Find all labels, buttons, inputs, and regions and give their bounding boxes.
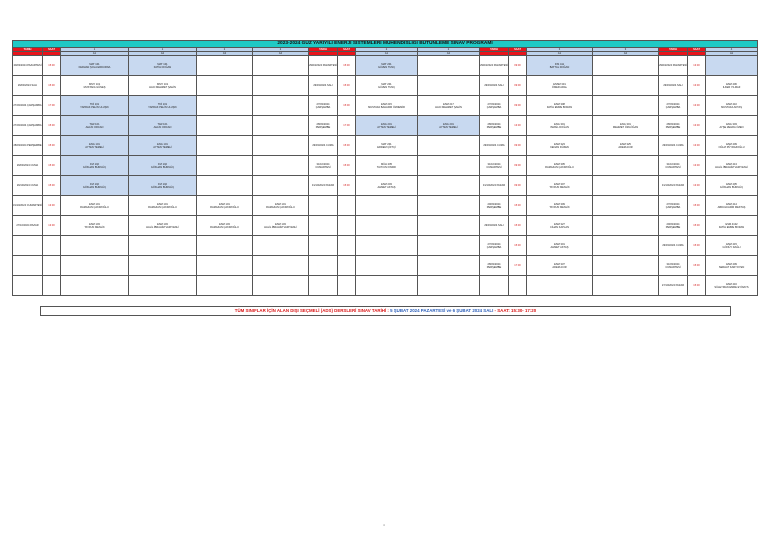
course-cell: ENG 301 MEHMET ÖZGÖĞAN	[593, 116, 659, 136]
exam-date: 27/03/2024 ÇARŞAMBA	[480, 236, 509, 256]
course-cell	[418, 56, 480, 76]
exam-time: 13:30	[688, 76, 706, 96]
note-dates: 5 ŞUBAT 2024 PAZARTESİ ve 6 ŞUBAT 2024 SALI	[390, 308, 494, 313]
course-cell: ESM 337 ADEM ACIR	[527, 256, 593, 276]
exam-date: 27/03/2024 ÇARŞAMBA	[309, 96, 338, 116]
course-cell: KIMY 101 MUSTAFA GÜNEŞ	[61, 76, 129, 96]
course-cell	[706, 56, 758, 76]
exam-time: 15:30	[43, 116, 61, 136]
exam-time	[338, 256, 356, 276]
course-cell	[356, 216, 418, 236]
exam-date: 27/03/2024 ÇARŞAMBA	[480, 96, 509, 116]
exam-date: 29/03/2024 CUMA	[13, 156, 43, 176]
exam-time: 09:00	[509, 96, 527, 116]
course-cell: ESM 101 RAMAZAN ÇAKIROĞLU	[253, 196, 309, 216]
course-cell	[593, 96, 659, 116]
course-cell	[593, 196, 659, 216]
course-cell: MAT 201 ERDEM ÇİFTÇİ	[356, 136, 418, 156]
year-header: 3	[527, 48, 593, 52]
exam-date	[309, 256, 338, 276]
course-cell	[593, 176, 659, 196]
exam-date: 29/03/2024 SALI	[13, 76, 43, 96]
course-cell: TAR 101 AHLİN ORCAN	[61, 116, 129, 136]
schedule-row	[13, 236, 758, 256]
exam-time	[338, 196, 356, 216]
schedule-row	[13, 136, 758, 156]
exam-date: 29/03/2024 SALI	[480, 216, 509, 236]
exam-date: 31/03/2024 CUMARTESİ	[659, 256, 688, 276]
course-cell	[197, 136, 253, 156]
course-cell	[418, 196, 480, 216]
course-cell	[593, 216, 659, 236]
course-cell: ESM 103 HALİL İBRAHİM VARIYENLİ	[253, 216, 309, 236]
year-header: 2	[253, 48, 309, 52]
date-header: TARİH	[659, 48, 688, 52]
note-prefix: TÜM SINIFLAR İÇİN ALAN DIŞI SEÇMELİ (ADS) DERSLERİ SINAV TARİHİ :	[234, 308, 391, 313]
exam-date	[480, 276, 509, 296]
course-cell	[418, 176, 480, 196]
date-header: TARİH	[309, 48, 338, 52]
exam-date: 29/03/2024 PERŞEMBE	[480, 196, 509, 216]
course-cell	[593, 276, 659, 296]
course-cell: TAR 101 AHLİN ORCAN	[129, 116, 197, 136]
course-cell: MÜH 205 TAYFUN FINDIK	[356, 156, 418, 176]
course-cell: ESM 103 TAYFUN MENLİK	[61, 216, 129, 236]
course-cell	[197, 96, 253, 116]
exam-time	[338, 276, 356, 296]
exam-time: 15:30	[688, 196, 706, 216]
exam-date: 27/03/2024 ÇARŞAMBA	[13, 96, 43, 116]
time-header: SAAT	[338, 48, 356, 52]
section-header: A1	[527, 52, 593, 56]
exam-date: 29/03/2024 PERŞEMBE	[659, 216, 688, 236]
course-cell	[593, 256, 659, 276]
course-cell	[197, 176, 253, 196]
course-cell	[253, 156, 309, 176]
page-number: 4	[383, 523, 385, 527]
schedule-row	[13, 196, 758, 216]
exam-schedule-table	[12, 40, 758, 296]
exam-time: 09:00	[509, 76, 527, 96]
exam-time: 15:30	[43, 156, 61, 176]
course-cell	[197, 256, 253, 276]
course-cell	[197, 76, 253, 96]
exam-time: 15:30	[43, 76, 61, 96]
course-cell	[593, 156, 659, 176]
exam-time: 09:00	[509, 156, 527, 176]
exam-time: 15:30	[338, 56, 356, 76]
course-cell: FIZ 102 GÖKHAN BÜRGÜÇ	[61, 156, 129, 176]
exam-date: 27/03/2024 ÇARŞAMBA	[659, 196, 688, 216]
year-header: 2	[197, 48, 253, 52]
exam-date	[309, 236, 338, 256]
course-cell: ESM 308 FATİH EMRE BORAN	[527, 96, 593, 116]
course-cell	[418, 276, 480, 296]
schedule-row	[13, 176, 758, 196]
schedule-row	[13, 156, 758, 176]
section-header: A1	[61, 52, 129, 56]
date-header: TARİH	[13, 48, 43, 52]
course-cell: ESM 101 RAMAZAN ÇAKIROĞLU	[197, 196, 253, 216]
exam-date: 28/03/2024 PERŞEMBE	[480, 116, 509, 136]
year-header: 1	[129, 48, 197, 52]
course-cell: MAT 201 GÜVEN TUNÇ	[356, 76, 418, 96]
course-cell: ESM 305 RAMAZAN ÇAKIROĞLU	[527, 156, 593, 176]
course-cell: FIZ 102 GÖKHAN BÜRGÜÇ	[61, 176, 129, 196]
exam-date: 29/03/2024 CUMA	[659, 236, 688, 256]
exam-time: 15:30	[43, 176, 61, 196]
exam-time: 13:30	[688, 136, 706, 156]
schedule-row	[13, 216, 758, 236]
exam-date	[309, 216, 338, 236]
exam-time: 15:30	[338, 156, 356, 176]
exam-time	[43, 256, 61, 276]
course-cell: ESM 414 ABDULKADİR MEKTAŞ	[706, 196, 758, 216]
course-cell: ENSM 301 ÖMER ARAL	[527, 76, 593, 96]
course-cell: KIMY 101 HACI MEHMET ŞAHİN	[129, 76, 197, 96]
year-header: 3	[593, 48, 659, 52]
course-cell: INS 411 BATTAL DOĞAN	[527, 56, 593, 76]
course-cell	[593, 56, 659, 76]
course-cell	[253, 96, 309, 116]
course-cell	[356, 236, 418, 256]
course-cell	[197, 276, 253, 296]
course-cell: ESM 203 AHMET AKTAŞ	[356, 176, 418, 196]
course-cell: ENG 201 AYTEN TEMELİ	[356, 116, 418, 136]
schedule-row	[13, 116, 758, 136]
course-cell: ESM 327 CİHAN KAPLAN	[527, 216, 593, 236]
time-header: SAAT	[509, 48, 527, 52]
exam-time	[338, 216, 356, 236]
exam-time: 15:30	[688, 276, 706, 296]
exam-time: 13:30	[509, 116, 527, 136]
year-header: 2	[418, 48, 480, 52]
course-cell: ESM 413 HALİL İBRAHİM VARIYENLİ	[706, 156, 758, 176]
exam-time: 09:00	[509, 56, 527, 76]
course-cell	[61, 256, 129, 276]
course-cell: ESM 415 GÖNÜY DAĞLI	[706, 236, 758, 256]
exam-date: 29/03/2024 CUMA	[659, 136, 688, 156]
section-header: A1	[706, 52, 758, 56]
course-cell	[418, 256, 480, 276]
year-header: 1	[61, 48, 129, 52]
exam-time: 13:30	[688, 56, 706, 76]
date-header: TARİH	[480, 48, 509, 52]
exam-time: 15:00	[338, 96, 356, 116]
exam-date	[309, 276, 338, 296]
course-cell: TDİ 101 YAPRAK PELİN ULUŞIK	[129, 96, 197, 116]
course-cell	[418, 236, 480, 256]
exam-date: 27/10/2024 PAZAR	[659, 276, 688, 296]
ads-exam-note	[40, 306, 731, 316]
exam-date: 31/10/2024 CUMARTESİ	[13, 196, 43, 216]
course-cell: ENG 303 AYŞE ZEHRA ÖZEN	[706, 116, 758, 136]
course-cell: FIZ 102 GÖKHAN BÜRGÜÇ	[129, 176, 197, 196]
course-cell	[253, 56, 309, 76]
course-cell	[197, 56, 253, 76]
course-cell	[253, 256, 309, 276]
exam-time: 15:30	[688, 256, 706, 276]
section-header: A4	[253, 52, 309, 56]
exam-date	[309, 196, 338, 216]
exam-date: 29/03/2024 CUMA	[480, 136, 509, 156]
course-cell	[129, 256, 197, 276]
year-header: 4	[706, 48, 758, 52]
exam-date: 27/10/2024 PAZAR	[13, 216, 43, 236]
course-cell	[593, 236, 659, 256]
exam-time: 13:30	[688, 156, 706, 176]
exam-date: 27/03/2024 ÇARŞAMBA	[13, 116, 43, 136]
course-cell: ESM 103 HALİL İBRAHİM VARIYENLİ	[129, 216, 197, 236]
course-cell	[527, 276, 593, 296]
course-cell	[253, 76, 309, 96]
course-cell	[197, 116, 253, 136]
course-cell: ESM 101 RAMAZAN ÇAKIROĞLU	[61, 196, 129, 216]
course-cell	[356, 196, 418, 216]
course-cell: TDİ 101 YAPRAK PELİN ULUŞIK	[61, 96, 129, 116]
exam-time: 15:30	[338, 176, 356, 196]
exam-date: 29/03/2024 PAZARTESİ	[13, 56, 43, 76]
exam-date: 29/03/2024 SALI	[659, 76, 688, 96]
exam-time: 13:30	[688, 96, 706, 116]
course-cell: ESM 410 MUSTAFA AKTAŞ	[706, 96, 758, 116]
exam-time: 17:00	[509, 256, 527, 276]
exam-time: 15:30	[509, 216, 527, 236]
exam-date: 29/10/2024 CUMA	[13, 176, 43, 196]
course-cell: ESM 405 GÖKHAN BÜRGÜÇ	[706, 176, 758, 196]
course-cell: ESM 409 OĞUZ PÜYRAZOĞLU	[706, 136, 758, 156]
course-cell: ENG 201 AYTEN TEMELİ	[418, 116, 480, 136]
course-cell: ESM 307 TAYFUN MENLİK	[527, 176, 593, 196]
exam-time: 13:30	[688, 176, 706, 196]
exam-date: 31/10/2024 CUMARTESİ	[659, 156, 688, 176]
course-cell: ESM 215 MUSTAFA BAHADIR ÖZDEMİR	[356, 96, 418, 116]
schedule-row	[13, 256, 758, 276]
exam-date: 31/10/2024 CUMARTESİ	[480, 156, 509, 176]
course-cell: ESM 103 RAMAZAN ÇAKIROĞLU	[197, 216, 253, 236]
exam-date: 28/03/2024 PERŞEMBE	[480, 256, 509, 276]
course-cell: MAT 101 FATİH DOĞAN	[129, 56, 197, 76]
exam-time: 15:30	[43, 136, 61, 156]
course-cell	[418, 136, 480, 156]
exam-time: 15:30	[43, 56, 61, 76]
course-cell: ESM 101 RAMAZAN ÇAKIROĞLU	[129, 196, 197, 216]
course-cell	[197, 236, 253, 256]
section-header: A2	[593, 52, 659, 56]
course-cell	[253, 236, 309, 256]
course-cell	[253, 176, 309, 196]
exam-time	[43, 236, 61, 256]
course-cell	[356, 256, 418, 276]
exam-time: 17:00	[43, 96, 61, 116]
section-header: A2	[129, 52, 197, 56]
exam-date: 31/10/2024 CUMARTESİ	[309, 156, 338, 176]
exam-time: 09:00	[509, 176, 527, 196]
exam-time: 15:30	[338, 136, 356, 156]
note-suffix: - SAAT: 15:30- 17:20	[493, 308, 537, 313]
course-cell: ENG 101 AYTEN TEMELİ	[61, 136, 129, 156]
section-header: A3	[197, 52, 253, 56]
exam-date: 31/10/2024 PAZAR	[659, 176, 688, 196]
course-cell	[253, 136, 309, 156]
exam-date: 31/10/2024 PAZAR	[480, 176, 509, 196]
course-cell	[418, 76, 480, 96]
course-cell	[418, 216, 480, 236]
schedule-row	[13, 76, 758, 96]
exam-date: 29/03/2024 CUMA	[309, 136, 338, 156]
schedule-row	[13, 96, 758, 116]
course-cell	[197, 156, 253, 176]
schedule-row	[13, 276, 758, 296]
course-cell	[418, 156, 480, 176]
exam-time: 17:00	[338, 116, 356, 136]
exam-date: 31/10/2024 PAZAR	[309, 176, 338, 196]
section-header: A2	[418, 52, 480, 56]
exam-time	[338, 236, 356, 256]
course-cell: ENG 301 ISMAİL DOĞAN	[527, 116, 593, 136]
exam-time	[509, 276, 527, 296]
schedule-title: 2023-2024 GÜZ YARIYILI ENERJİ SİSTEMLERİ MÜHENDİSLİĞİ BÜTÜNLEME SINAV PROGRAMI	[13, 41, 758, 48]
exam-date: 29/03/2024 PAZARTESİ	[480, 56, 509, 76]
exam-date: 28/03/2024 PERŞEMBE	[659, 116, 688, 136]
exam-date: 29/03/2024 SALI	[309, 76, 338, 96]
exam-date: 28/03/2024 PERŞEMBE	[309, 116, 338, 136]
course-cell	[129, 236, 197, 256]
course-cell: ESM 409 SERHAT KARYOYEN	[706, 256, 758, 276]
exam-time: 15:30	[338, 76, 356, 96]
exam-date	[13, 276, 43, 296]
time-header: SAAT	[43, 48, 61, 52]
exam-time: 15:30	[509, 236, 527, 256]
exam-time: 15:30	[688, 236, 706, 256]
course-cell: ESM 217 HACI MEHMET ŞAHİN	[418, 96, 480, 116]
exam-date: 29/03/2024 PAZARTESİ	[309, 56, 338, 76]
schedule-row	[13, 56, 758, 76]
course-cell	[61, 276, 129, 296]
course-cell: ESM 325 ADEM ACIR	[593, 136, 659, 156]
course-cell: FIZ 102 GÖKHAN BÜRGÜÇ	[129, 156, 197, 176]
time-header: SAAT	[688, 48, 706, 52]
course-cell	[253, 116, 309, 136]
exam-time: 15:30	[509, 196, 527, 216]
course-cell: ESM 416 SÜLEYMAN EMRE EYİNAYS	[706, 276, 758, 296]
exam-time: 13:30	[43, 216, 61, 236]
exam-time	[43, 276, 61, 296]
course-cell	[253, 276, 309, 296]
exam-time: 13:30	[688, 116, 706, 136]
course-cell: ESM 406 ILKER YILMAZ	[706, 76, 758, 96]
course-cell	[593, 76, 659, 96]
exam-date	[13, 256, 43, 276]
course-cell: MAT 201 GÜVEN TUNÇ	[356, 56, 418, 76]
section-header: A1	[356, 52, 418, 56]
course-cell: ESM 323 KENAN DÜZEN	[527, 136, 593, 156]
course-cell	[129, 276, 197, 296]
course-cell: ESM 301 AHMET AKTAŞ	[527, 236, 593, 256]
course-cell: MAT 101 FERHAN ŞOLA ERDURNA	[61, 56, 129, 76]
exam-date: 29/03/2024 SALI	[480, 76, 509, 96]
exam-date: 29/03/2024 PAZARTESİ	[659, 56, 688, 76]
course-cell	[61, 236, 129, 256]
course-cell: ENG 101 AYTEN TEMELİ	[129, 136, 197, 156]
exam-time: 13:30	[43, 196, 61, 216]
year-header: 2	[356, 48, 418, 52]
exam-date	[13, 236, 43, 256]
exam-time: 09:00	[509, 136, 527, 156]
course-cell	[356, 276, 418, 296]
exam-date: 27/03/2024 ÇARŞAMBA	[659, 96, 688, 116]
exam-time: 15:30	[688, 216, 706, 236]
course-cell: ESM 309 TAYFUN MENLİK	[527, 196, 593, 216]
exam-date: 28/03/2024 PERŞEMBE	[13, 136, 43, 156]
course-cell: ESM 4102 FATİH EMRE BORAN	[706, 216, 758, 236]
